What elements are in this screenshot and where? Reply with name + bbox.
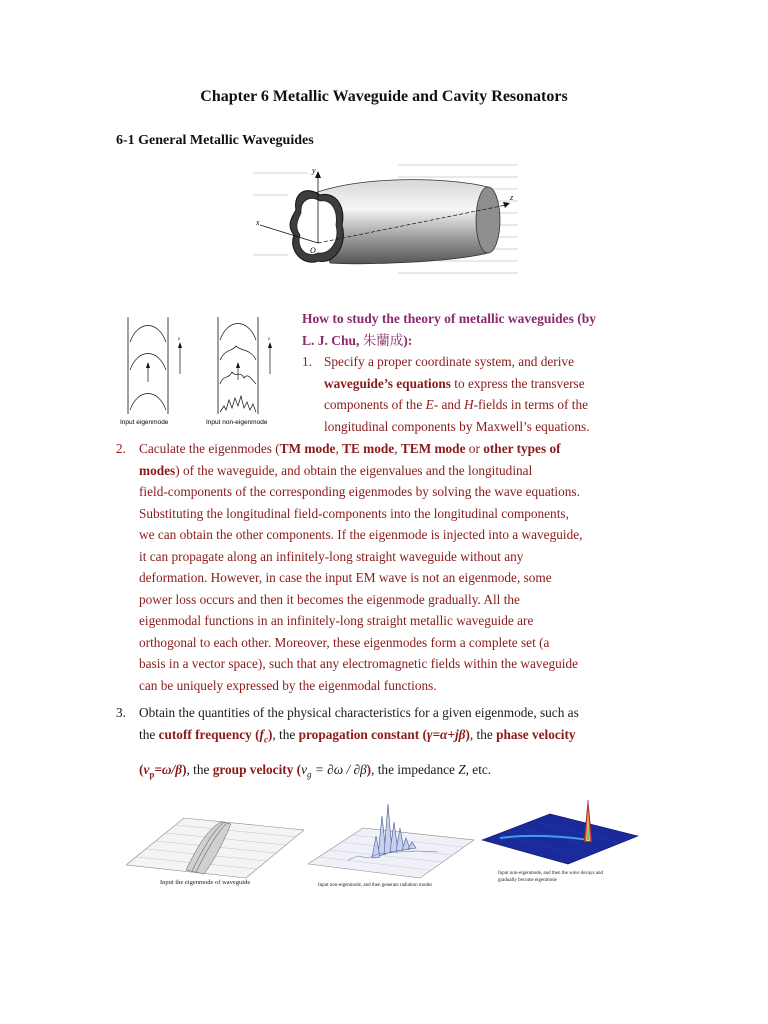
other-modes-term: other types of: [483, 441, 561, 456]
item-1-line-1: Specify a proper coordinate system, and derive: [324, 354, 574, 369]
vg-close: ): [366, 761, 372, 777]
study-heading: [302, 308, 652, 352]
axis-z-label: z: [510, 193, 514, 202]
waveguide-equations-term: waveguide’s equations: [324, 375, 451, 391]
item-3-end-1: , the impedance: [371, 761, 459, 777]
study-heading-line1: How to study the theory of metallic waveguides (by: [302, 311, 596, 326]
arrow-z-label-right: z: [268, 337, 270, 342]
heading-close: ):: [403, 332, 413, 348]
tem-mode-term: TEM mode: [400, 441, 466, 456]
te-mode-term: TE mode: [342, 441, 395, 456]
item-1-c1: components of the: [324, 397, 426, 412]
caption-input-non-eigenmode: Input non-eigenmode: [206, 419, 268, 426]
vp-expression: =ω/β: [154, 761, 183, 777]
item-2-comma-1: ,: [335, 441, 343, 456]
caption-sim-3b: gradually become eigenmode: [498, 878, 557, 883]
tm-mode-term: TM mode: [279, 441, 336, 456]
item-1-line-2-rest: to express the transverse: [450, 375, 585, 391]
vg-expression: = ∂ω / ∂β: [311, 761, 367, 777]
impedance-symbol: Z: [458, 761, 466, 777]
fc-symbol: f: [259, 726, 264, 742]
gamma-close: ): [465, 726, 470, 742]
study-heading-line2: [302, 330, 652, 353]
arrow-z-label-left: z: [178, 337, 180, 342]
item-2-or: or: [465, 441, 484, 456]
axis-x-label: x: [256, 218, 260, 227]
item-2-line-10: orthogonal to each other. Moreover, these eigenmodes form a complete set (a: [139, 634, 550, 650]
phase-velocity-term: phase velocity: [496, 726, 576, 742]
vg-open: (: [293, 761, 302, 777]
item-2-line-7: deformation. However, in case the input EM wave is not an eigenmode, some: [139, 570, 552, 585]
item-2-line-6: it can propagate along an infinitely-long straight waveguide without any: [139, 548, 524, 564]
caption-sim-1: Input the eigenmode of waveguide: [160, 879, 251, 886]
h-field-symbol: H: [463, 397, 474, 412]
mode-propagation-figure: [118, 312, 290, 430]
item-2-comma-2: ,: [394, 441, 401, 456]
item-2-line-3: field-components of the corresponding eigenmodes by solving the wave equations.: [139, 484, 580, 499]
list-item-1: [302, 351, 652, 437]
item-1-number: 1.: [302, 354, 312, 369]
item-3-comma-2: , the: [469, 726, 497, 742]
item-1-line-4: longitudinal components by Maxwell’s equations.: [324, 418, 590, 434]
cutoff-frequency-term: cutoff frequency (: [158, 726, 260, 742]
item-2-line-8: power loss occurs and then it becomes the eigenmode gradually. All the: [139, 591, 520, 607]
item-2-line-5: we can obtain the other components. If the eigenmode is injected into a waveguide,: [139, 527, 583, 542]
origin-label: O: [310, 246, 316, 255]
item-2-line-2: [139, 460, 652, 482]
chapter-title: Chapter 6 Metallic Waveguide and Cavity Resonators: [200, 88, 568, 105]
vp-symbol: v: [143, 761, 150, 777]
vp-open: (: [139, 761, 144, 777]
item-2-line-12: can be uniquely expressed by the eigenmodal functions.: [139, 677, 437, 693]
item-2-number: 2.: [116, 441, 126, 456]
vg-symbol: ν: [301, 761, 308, 777]
item-2-line-11: basis in a vector space), such that any electromagnetic fields within the waveguide: [139, 656, 579, 671]
axis-y-label: y: [312, 166, 316, 175]
item-3-end-2: , etc.: [465, 761, 492, 777]
caption-sim-2: Input non-eigenmode, and then generate radiation modes: [318, 883, 432, 888]
item-3-number: 3.: [116, 705, 126, 720]
item-1-c3: -fields in terms of the: [473, 397, 589, 412]
item-2-line-9: eigenmodal functions in an infinitely-long straight metallic waveguide are: [139, 613, 534, 628]
propagation-constant-term: propagation constant (: [298, 726, 427, 742]
section-heading: 6-1 General Metallic Waveguides: [116, 133, 314, 148]
item-2-line-1: [139, 438, 652, 460]
heading-author-cjk: 朱蘭成: [362, 332, 404, 349]
gamma-expression: γ=α+jβ: [426, 726, 466, 742]
caption-sim-3a: Input non-eigenmode, and then the wave decays and: [498, 871, 603, 876]
group-velocity-term: group velocity: [212, 761, 294, 777]
item-3-line-2: [139, 724, 652, 751]
item-1-c2: - and: [433, 397, 464, 412]
simulation-figure-eigenmode: [126, 800, 306, 890]
e-field-symbol: E: [425, 397, 434, 412]
waveguide-figure: [248, 155, 526, 280]
vp-close: ): [182, 761, 187, 777]
fc-close: ): [267, 726, 273, 742]
item-2-l2-rest: ) of the waveguide, and obtain the eigenvalues and the longitudinal: [175, 462, 533, 478]
vp-subscript: p: [149, 769, 155, 780]
item-3-line-3: [139, 759, 652, 786]
simulation-figure-radiation: [308, 796, 476, 890]
item-1-line-3: [324, 394, 652, 416]
item-2-line-4: Substituting the longitudinal field-components into the longitudinal components,: [139, 505, 569, 521]
caption-input-eigenmode: Input eigenmode: [120, 419, 169, 426]
list-item-2: [116, 438, 652, 696]
item-2-l1-a: Caculate the eigenmodes (: [139, 441, 280, 456]
list-item-3: [116, 702, 652, 786]
simulation-figure-decay: [480, 792, 640, 892]
item-3-comma-1: , the: [272, 726, 299, 742]
fc-subscript: c: [263, 734, 268, 745]
item-3-the-2: , the: [186, 761, 213, 777]
item-3-the: the: [139, 726, 159, 742]
item-3-line-1: Obtain the quantities of the physical characteristics for a given eigenmode, such as: [139, 705, 579, 720]
heading-author: L. J. Chu,: [302, 332, 363, 348]
vg-subscript: g: [307, 769, 312, 780]
item-1-line-2: [324, 373, 652, 395]
modes-term: modes: [139, 462, 176, 478]
